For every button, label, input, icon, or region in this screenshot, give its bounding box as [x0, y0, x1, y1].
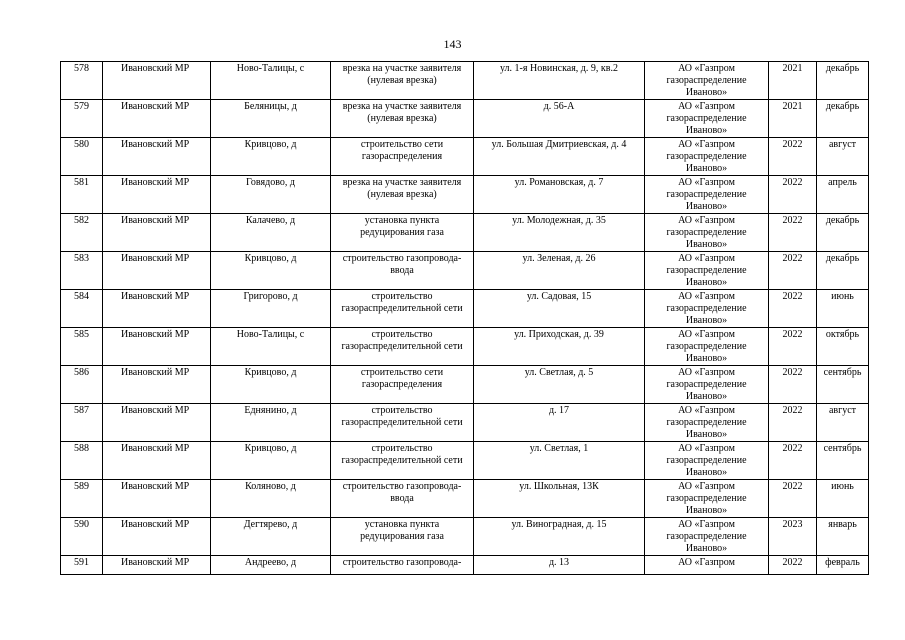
- work-type-cell: врезка на участке заявителя (нулевая врезка): [331, 100, 474, 138]
- year-cell: 2022: [769, 138, 817, 176]
- organization-cell: АО «Газпром газораспределение Иваново»: [645, 442, 769, 480]
- organization-cell: АО «Газпром газораспределение Иваново»: [645, 100, 769, 138]
- month-cell: декабрь: [817, 62, 869, 100]
- district-cell: Ивановский МР: [103, 100, 211, 138]
- locality-cell: Еднянино, д: [211, 404, 331, 442]
- table-row: [61, 518, 869, 556]
- address-cell: ул. Приходская, д. 39: [474, 328, 645, 366]
- row-number: 580: [61, 138, 103, 176]
- district-cell: Ивановский МР: [103, 290, 211, 328]
- address-cell: ул. Школьная, 13К: [474, 480, 645, 518]
- month-cell: февраль: [817, 556, 869, 575]
- organization-cell: АО «Газпром газораспределение Иваново»: [645, 138, 769, 176]
- work-type-cell: строительство газопровода-ввода: [331, 480, 474, 518]
- work-type-cell: установка пункта редуцирования газа: [331, 518, 474, 556]
- work-type-cell: строительство газораспределительной сети: [331, 442, 474, 480]
- address-cell: ул. Молодежная, д. 35: [474, 214, 645, 252]
- work-type-cell: врезка на участке заявителя (нулевая врезка): [331, 62, 474, 100]
- year-cell: 2022: [769, 556, 817, 575]
- locality-cell: Ново-Талицы, с: [211, 328, 331, 366]
- district-cell: Ивановский МР: [103, 138, 211, 176]
- row-number: 586: [61, 366, 103, 404]
- page-number: 143: [443, 37, 462, 51]
- row-number: 583: [61, 252, 103, 290]
- address-cell: ул. 1-я Новинская, д. 9, кв.2: [474, 62, 645, 100]
- row-number: 584: [61, 290, 103, 328]
- table-row: [61, 556, 869, 575]
- district-cell: Ивановский МР: [103, 214, 211, 252]
- row-number: 579: [61, 100, 103, 138]
- address-cell: ул. Большая Дмитриевская, д. 4: [474, 138, 645, 176]
- table-row: [61, 138, 869, 176]
- year-cell: 2022: [769, 176, 817, 214]
- district-cell: Ивановский МР: [103, 518, 211, 556]
- address-cell: ул. Светлая, д. 5: [474, 366, 645, 404]
- organization-cell: АО «Газпром газораспределение Иваново»: [645, 290, 769, 328]
- address-cell: ул. Садовая, 15: [474, 290, 645, 328]
- year-cell: 2022: [769, 442, 817, 480]
- address-cell: ул. Зеленая, д. 26: [474, 252, 645, 290]
- month-cell: декабрь: [817, 252, 869, 290]
- month-cell: август: [817, 138, 869, 176]
- table-row: [61, 366, 869, 404]
- month-cell: январь: [817, 518, 869, 556]
- month-cell: сентябрь: [817, 366, 869, 404]
- table-row: [61, 100, 869, 138]
- row-number: 589: [61, 480, 103, 518]
- row-number: 590: [61, 518, 103, 556]
- work-type-cell: строительство газораспределительной сети: [331, 290, 474, 328]
- table-row: [61, 214, 869, 252]
- organization-cell: АО «Газпром газораспределение Иваново»: [645, 480, 769, 518]
- table-row: [61, 480, 869, 518]
- organization-cell: АО «Газпром: [645, 556, 769, 575]
- work-type-cell: строительство газораспределительной сети: [331, 404, 474, 442]
- district-cell: Ивановский МР: [103, 62, 211, 100]
- district-cell: Ивановский МР: [103, 328, 211, 366]
- year-cell: 2022: [769, 252, 817, 290]
- address-cell: д. 13: [474, 556, 645, 575]
- district-cell: Ивановский МР: [103, 556, 211, 575]
- district-cell: Ивановский МР: [103, 404, 211, 442]
- district-cell: Ивановский МР: [103, 252, 211, 290]
- month-cell: сентябрь: [817, 442, 869, 480]
- year-cell: 2022: [769, 366, 817, 404]
- organization-cell: АО «Газпром газораспределение Иваново»: [645, 214, 769, 252]
- work-type-cell: строительство газораспределительной сети: [331, 328, 474, 366]
- work-type-cell: строительство сети газораспределения: [331, 138, 474, 176]
- organization-cell: АО «Газпром газораспределение Иваново»: [645, 62, 769, 100]
- year-cell: 2023: [769, 518, 817, 556]
- work-type-cell: врезка на участке заявителя (нулевая врезка): [331, 176, 474, 214]
- organization-cell: АО «Газпром газораспределение Иваново»: [645, 518, 769, 556]
- year-cell: 2022: [769, 404, 817, 442]
- locality-cell: Коляново, д: [211, 480, 331, 518]
- locality-cell: Говядово, д: [211, 176, 331, 214]
- organization-cell: АО «Газпром газораспределение Иваново»: [645, 252, 769, 290]
- table-row: [61, 442, 869, 480]
- locality-cell: Ново-Талицы, с: [211, 62, 331, 100]
- month-cell: апрель: [817, 176, 869, 214]
- month-cell: июнь: [817, 480, 869, 518]
- month-cell: декабрь: [817, 214, 869, 252]
- district-cell: Ивановский МР: [103, 442, 211, 480]
- gasification-table: [60, 61, 869, 575]
- district-cell: Ивановский МР: [103, 366, 211, 404]
- month-cell: декабрь: [817, 100, 869, 138]
- address-cell: д. 17: [474, 404, 645, 442]
- row-number: 585: [61, 328, 103, 366]
- row-number: 591: [61, 556, 103, 575]
- table-row: [61, 252, 869, 290]
- district-cell: Ивановский МР: [103, 176, 211, 214]
- row-number: 582: [61, 214, 103, 252]
- year-cell: 2022: [769, 328, 817, 366]
- locality-cell: Дегтярево, д: [211, 518, 331, 556]
- row-number: 588: [61, 442, 103, 480]
- table-row: [61, 176, 869, 214]
- work-type-cell: строительство сети газораспределения: [331, 366, 474, 404]
- locality-cell: Кривцово, д: [211, 366, 331, 404]
- locality-cell: Кривцово, д: [211, 252, 331, 290]
- year-cell: 2021: [769, 62, 817, 100]
- district-cell: Ивановский МР: [103, 480, 211, 518]
- row-number: 587: [61, 404, 103, 442]
- locality-cell: Кривцово, д: [211, 138, 331, 176]
- address-cell: ул. Светлая, 1: [474, 442, 645, 480]
- organization-cell: АО «Газпром газораспределение Иваново»: [645, 404, 769, 442]
- locality-cell: Беляницы, д: [211, 100, 331, 138]
- locality-cell: Григорово, д: [211, 290, 331, 328]
- address-cell: ул. Романовская, д. 7: [474, 176, 645, 214]
- address-cell: д. 56-А: [474, 100, 645, 138]
- organization-cell: АО «Газпром газораспределение Иваново»: [645, 366, 769, 404]
- table-row: [61, 328, 869, 366]
- work-type-cell: строительство газопровода-: [331, 556, 474, 575]
- table-row: [61, 404, 869, 442]
- table-row: [61, 290, 869, 328]
- organization-cell: АО «Газпром газораспределение Иваново»: [645, 328, 769, 366]
- year-cell: 2022: [769, 480, 817, 518]
- address-cell: ул. Виноградная, д. 15: [474, 518, 645, 556]
- row-number: 581: [61, 176, 103, 214]
- work-type-cell: строительство газопровода-ввода: [331, 252, 474, 290]
- year-cell: 2022: [769, 214, 817, 252]
- organization-cell: АО «Газпром газораспределение Иваново»: [645, 176, 769, 214]
- locality-cell: Андреево, д: [211, 556, 331, 575]
- work-type-cell: установка пункта редуцирования газа: [331, 214, 474, 252]
- row-number: 578: [61, 62, 103, 100]
- month-cell: октябрь: [817, 328, 869, 366]
- month-cell: июнь: [817, 290, 869, 328]
- table-row: [61, 62, 869, 100]
- locality-cell: Калачево, д: [211, 214, 331, 252]
- year-cell: 2022: [769, 290, 817, 328]
- month-cell: август: [817, 404, 869, 442]
- year-cell: 2021: [769, 100, 817, 138]
- locality-cell: Кривцово, д: [211, 442, 331, 480]
